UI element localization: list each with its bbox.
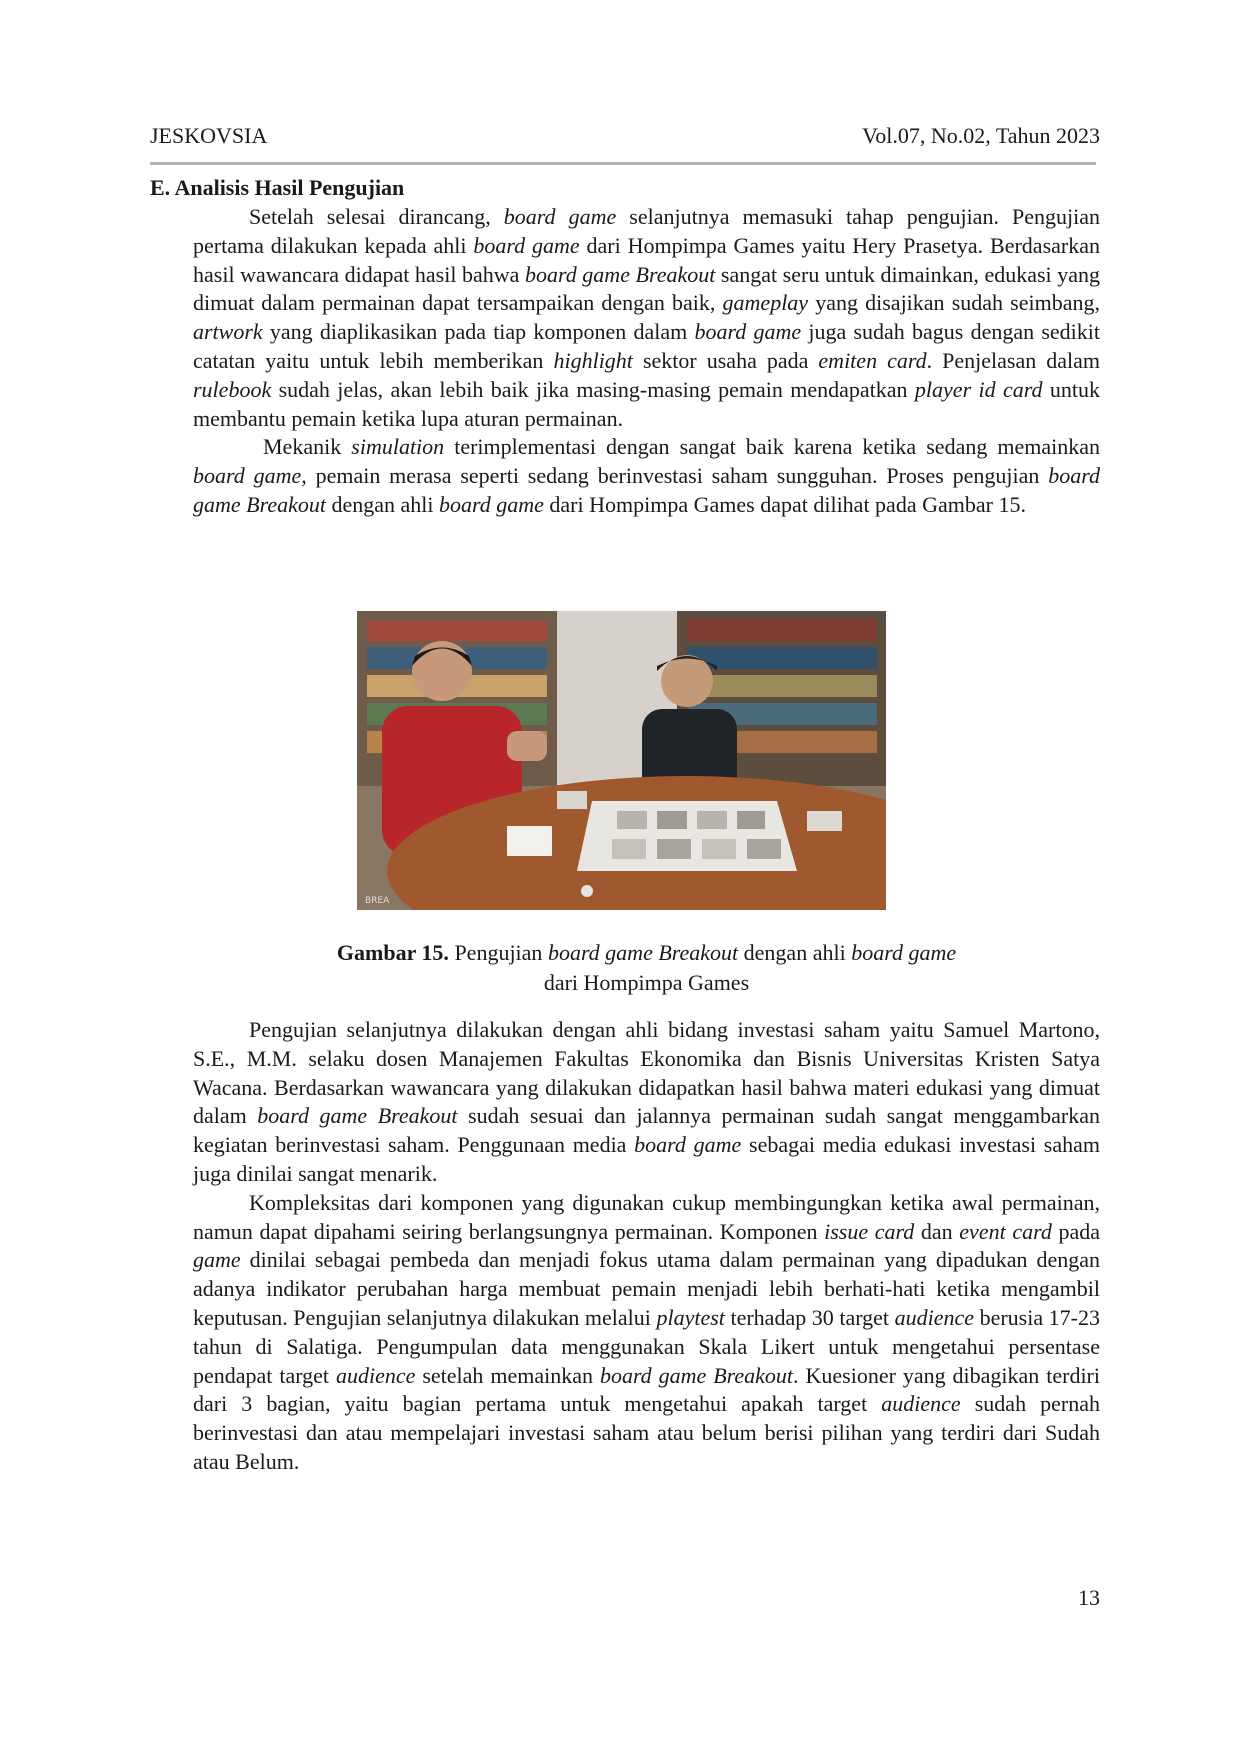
header-rule [150,162,1096,165]
italic-term: game [193,1247,241,1273]
italic-term: board game Breakout [547,940,739,965]
running-header [150,120,1100,152]
italic-term: board game [473,232,580,258]
italic-term: simulation [351,434,445,460]
italic-term: board game [694,319,802,345]
italic-term: gameplay [722,290,809,316]
issue-info: Vol.07, No.02, Tahun 2023 [862,123,1100,148]
italic-term: audience [894,1304,975,1330]
person-left-head [412,641,472,701]
italic-term: player id card [914,376,1043,402]
italic-term: issue card [824,1218,915,1244]
italic-term: rulebook [193,376,272,402]
caption-text: Pengujian board game Breakout dengan ahli board game [448,940,957,965]
paragraph: Setelah selesai dirancang, board game selanjutnya memasuki tahap pengujian. Pengujian pertama dilakukan kepada ahli board game dari Hompimpa Games yaitu Hery Prasetya. Berdasarkan hasil wawancara didapat hasil bahwa board game Breakout sangat seru untuk dimainkan, edukasi yang dimuat dalam permainan dapat tersampaikan dengan baik, gameplay yang disajikan sudah seimbang, artwork yang diaplikasikan pada tiap komponen dalam board game juga sudah bagus dengan sedikit catatan yaitu untuk lebih memberikan highlight sektor usaha pada emiten card. Penjelasan dalam rulebook sudah jelas, akan lebih baik jika masing-masing pemain mendapatkan player id card untuk membantu pemain ketika lupa aturan permainan. [193,204,1100,431]
italic-term: audience [335,1362,416,1388]
body-text-before-figure [193,203,1100,520]
body-text-after-figure [193,1016,1100,1477]
italic-term: artwork [193,319,263,345]
figure-label: Gambar 15. [336,940,449,965]
person-right-head [661,655,713,707]
paragraph: Kompleksitas dari komponen yang digunakan cukup membingungkan ketika awal permainan, namun dapat dipahami seiring berlangsungnya permainan. Komponen issue card dan event card pada game dinilai sebagai pembeda dan menjadi fokus utama dalam permainan yang dipadukan dengan adanya indikator perubahan harga membuat pemain menjadi lebih berhati-hati ketika mengambil keputusan. Pengujian selanjutnya dilakukan melalui playtest terhadap 30 target audience berusia 17-23 tahun di Salatiga. Pengumpulan data menggunakan Skala Likert untuk mengetahui persentase pendapat target audience setelah memainkan board game Breakout. Kuesioner yang dibagikan terdiri dari 3 bagian, yaitu bagian pertama untuk mengetahui apakah target audience sudah pernah berinvestasi dan atau mempelajari investasi saham atau belum berisi pilihan yang terdiri dari Sudah atau Belum. [193,1189,1101,1474]
figure-caption [193,938,1100,998]
section-heading: E. Analisis Hasil Pengujian [150,175,405,200]
caption-line-2: dari Hompimpa Games [543,970,750,995]
italic-term: playtest [656,1304,725,1330]
caption-line-1 [193,938,1100,968]
photo-print-text: BREA [365,896,390,906]
italic-term: board game Breakout [525,261,716,287]
italic-term: board game Breakout [193,463,1101,517]
paragraph: Mekanik simulation terimplementasi dengan sangat baik karena ketika sedang memainkan board game, pemain merasa seperti sedang berinvestasi saham sungguhan. Proses pengujian board game Breakout dengan ahli board game dari Hompimpa Games dapat dilihat pada Gambar 15. [193,434,1101,517]
italic-term: board game [503,204,617,229]
figure-photo [357,611,886,910]
italic-term: emiten card [818,347,927,373]
card-stack [507,826,552,856]
journal-name: JESKOVSIA [150,123,268,148]
paragraph: Pengujian selanjutnya dilakukan dengan ahli bidang investasi saham yaitu Samuel Martono, S.E., M.M. selaku dosen Manajemen Fakultas Ekonomika dan Bisnis Universitas Kristen Satya Wacana. Berdasarkan wawancara yang dilakukan didapatkan hasil bahwa materi edukasi yang dimuat dalam board game Breakout sudah sesuai dan jalannya permainan sudah sangat menggambarkan kegiatan berinvestasi saham. Penggunaan media board game sebagai media edukasi investasi saham juga dinilai sangat menarik. [193,1017,1100,1186]
italic-term: board game [634,1132,742,1158]
page-number: 13 [1078,1585,1100,1610]
italic-term: board game Breakout [257,1103,458,1129]
italic-term: board game [851,940,957,965]
italic-term: board game [193,463,302,489]
italic-term: event card [959,1218,1052,1244]
italic-term: board game Breakout [599,1362,794,1388]
italic-term: audience [881,1391,961,1417]
italic-term: highlight [553,347,633,373]
italic-term: board game [439,491,544,517]
